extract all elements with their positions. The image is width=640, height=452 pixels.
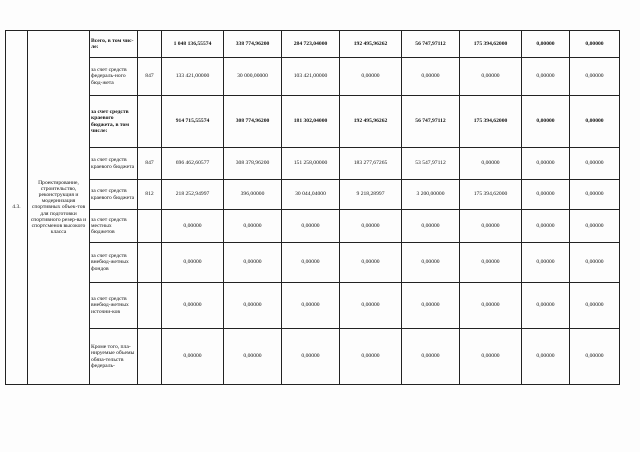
budget-table [5,30,620,385]
amount-cell: 0,00000 [460,148,522,180]
amount-cell: 0,00000 [522,283,570,329]
amount-cell: 0,00000 [282,329,340,385]
funding-source: Кроме того, пла-нируемые объемы обяза-тельств федераль- [90,329,138,385]
amount-cell: 0,00000 [570,96,620,148]
amount-cell: 0,00000 [570,31,620,58]
item-number: 4.3. [6,31,28,385]
item-name: Проектирование, строительство, реконструкция и модернизация спортивных объек-тов для подготовки спортивного резер-ва и спортсменов высокого класса [28,31,90,385]
table-row [6,329,620,385]
amount-cell: 103 421,00000 [282,58,340,96]
amount-cell: 0,00000 [522,31,570,58]
funding-source: Всего, в том чис-ле: [90,31,138,58]
amount-cell: 192 495,96262 [340,96,402,148]
amount-cell: 53 547,97112 [402,148,460,180]
amount-cell: 181 302,04000 [282,96,340,148]
amount-cell: 192 495,96262 [340,31,402,58]
amount-cell: 308 378,96200 [224,148,282,180]
amount-cell: 0,00000 [570,283,620,329]
funding-source: за счет средств внебюд-жетных фондов [90,243,138,283]
amount-cell: 696 462,60577 [162,148,224,180]
amount-cell: 0,00000 [522,96,570,148]
amount-cell: 183 277,67265 [340,148,402,180]
amount-cell: 0,00000 [162,210,224,243]
amount-cell: 0,00000 [570,180,620,210]
funding-source: за счет средств федераль-ного бюд-жета [90,58,138,96]
amount-cell: 0,00000 [402,58,460,96]
amount-cell: 0,00000 [460,283,522,329]
amount-cell: 0,00000 [522,243,570,283]
amount-cell: 0,00000 [570,243,620,283]
amount-cell: 0,00000 [570,58,620,96]
amount-cell: 218 252,94997 [162,180,224,210]
amount-cell: 338 774,96200 [224,31,282,58]
funding-source: за счет средств краевого бюджета [90,180,138,210]
amount-cell: 175 394,62000 [460,31,522,58]
table-row [6,283,620,329]
amount-cell: 1 048 136,55574 [162,31,224,58]
amount-cell: 0,00000 [570,148,620,180]
funding-source: за счет средств внебюд-жетных источни-ков [90,283,138,329]
budget-code [138,283,162,329]
table-row [6,180,620,210]
amount-cell: 0,00000 [460,210,522,243]
table-row [6,96,620,148]
table-row [6,31,620,58]
amount-cell: 175 394,62000 [460,180,522,210]
table-body [6,31,620,385]
amount-cell: 0,00000 [522,58,570,96]
budget-code [138,329,162,385]
budget-code [138,243,162,283]
amount-cell: 151 258,00000 [282,148,340,180]
amount-cell: 0,00000 [282,283,340,329]
amount-cell: 0,00000 [162,329,224,385]
amount-cell: 0,00000 [340,283,402,329]
amount-cell: 175 394,62000 [460,96,522,148]
funding-source: за счет средств местных бюджетов [90,210,138,243]
amount-cell: 0,00000 [340,58,402,96]
amount-cell: 0,00000 [522,180,570,210]
amount-cell: 0,00000 [522,148,570,180]
amount-cell: 30 044,04000 [282,180,340,210]
budget-code [138,96,162,148]
amount-cell: 0,00000 [162,243,224,283]
amount-cell: 0,00000 [402,243,460,283]
amount-cell: 0,00000 [224,243,282,283]
amount-cell: 0,00000 [402,329,460,385]
amount-cell: 56 747,97112 [402,31,460,58]
amount-cell: 0,00000 [340,243,402,283]
amount-cell: 0,00000 [460,329,522,385]
amount-cell: 0,00000 [224,283,282,329]
table-row [6,58,620,96]
amount-cell: 0,00000 [224,210,282,243]
amount-cell: 0,00000 [402,210,460,243]
amount-cell: 0,00000 [282,243,340,283]
budget-code: 847 [138,148,162,180]
amount-cell: 0,00000 [460,58,522,96]
budget-code [138,31,162,58]
budget-code: 847 [138,58,162,96]
table-row [6,243,620,283]
amount-cell: 0,00000 [224,329,282,385]
amount-cell: 0,00000 [340,210,402,243]
amount-cell: 0,00000 [522,329,570,385]
amount-cell: 0,00000 [570,329,620,385]
amount-cell: 0,00000 [460,243,522,283]
amount-cell: 284 723,04000 [282,31,340,58]
amount-cell: 3 200,00000 [402,180,460,210]
amount-cell: 914 715,55574 [162,96,224,148]
amount-cell: 0,00000 [402,283,460,329]
amount-cell: 0,00000 [340,329,402,385]
amount-cell: 0,00000 [162,283,224,329]
amount-cell: 0,00000 [282,210,340,243]
budget-code: 812 [138,180,162,210]
amount-cell: 9 218,28997 [340,180,402,210]
funding-source: за счет средств краевого бюджета [90,148,138,180]
table-row [6,148,620,180]
amount-cell: 0,00000 [570,210,620,243]
amount-cell: 56 747,97112 [402,96,460,148]
amount-cell: 396,00000 [224,180,282,210]
funding-source: за счет средств краевого бюджета, в том числе: [90,96,138,148]
budget-code [138,210,162,243]
amount-cell: 133 421,00000 [162,58,224,96]
amount-cell: 308 774,96200 [224,96,282,148]
table-row [6,210,620,243]
amount-cell: 30 000,00000 [224,58,282,96]
amount-cell: 0,00000 [522,210,570,243]
